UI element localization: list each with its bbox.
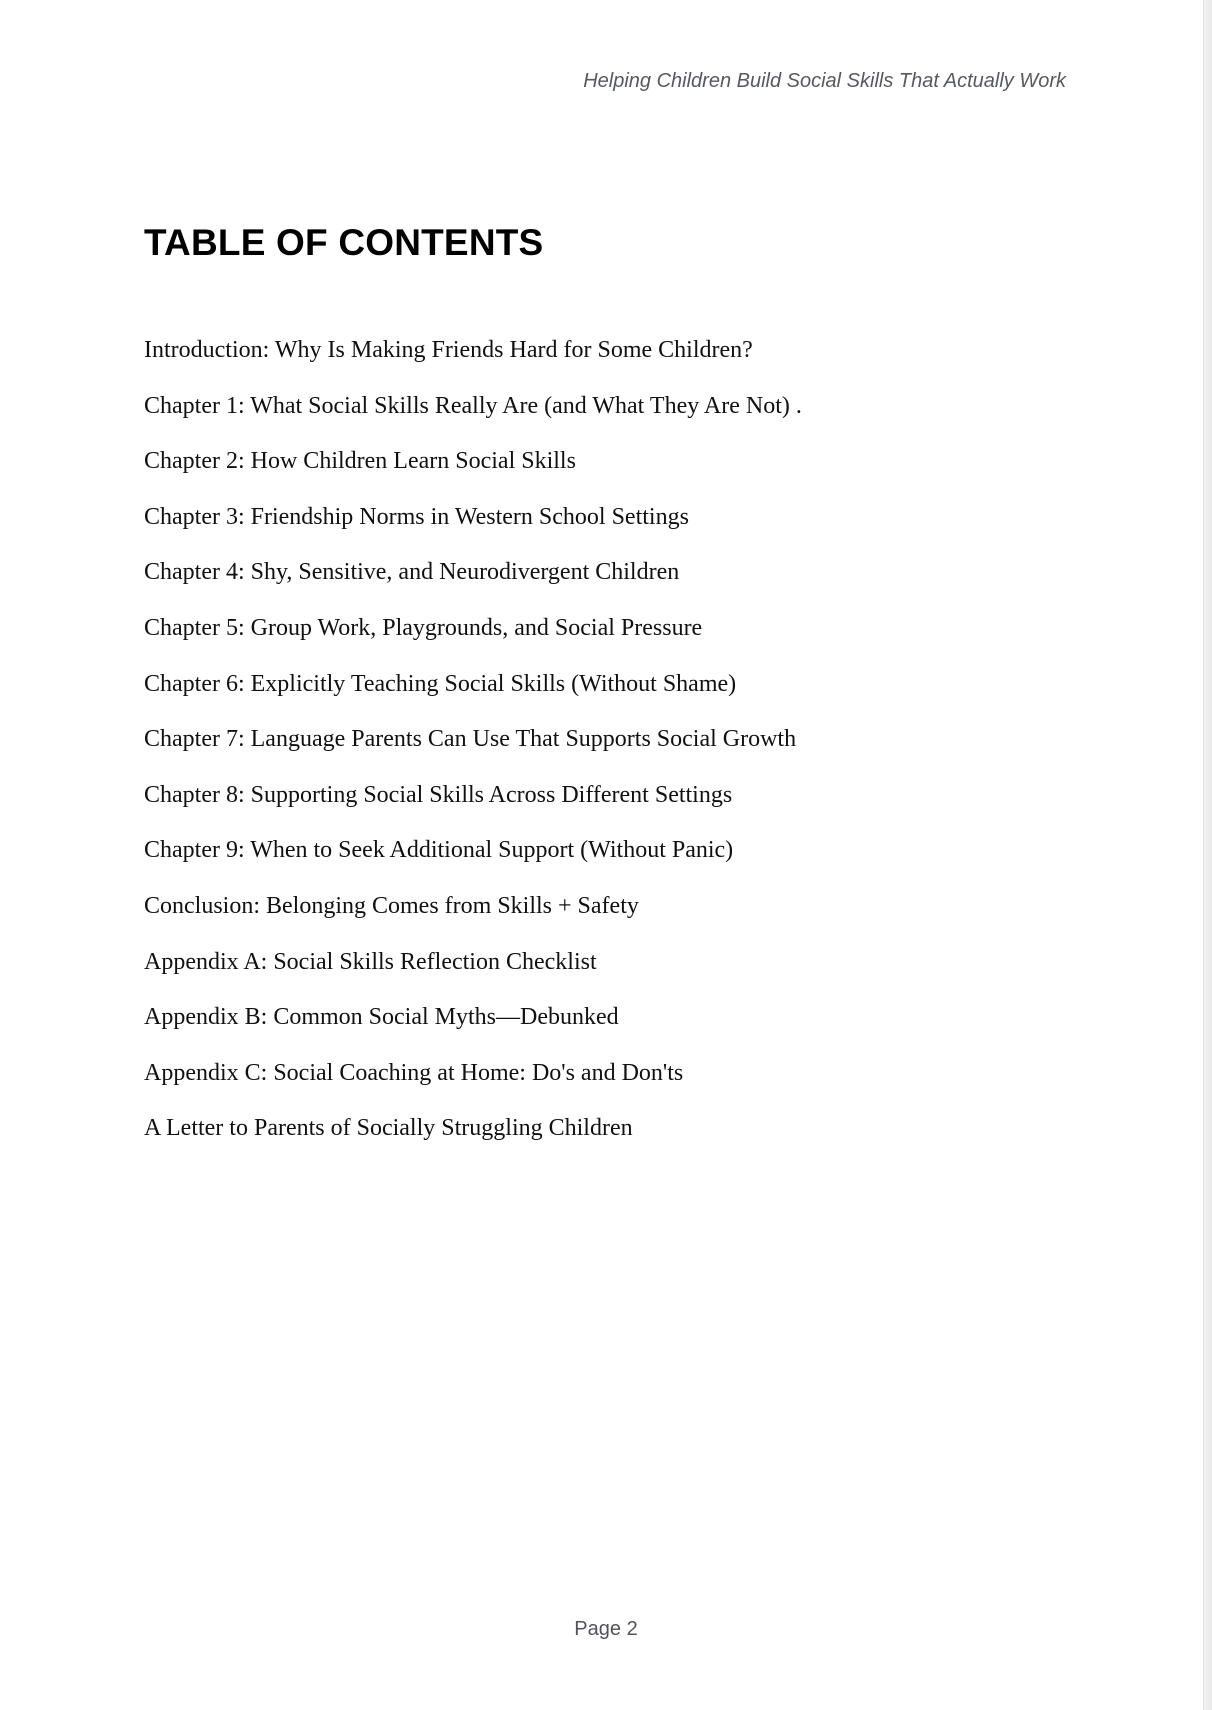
toc-entry-chapter-2[interactable]: Chapter 2: How Children Learn Social Skills [144,448,576,475]
toc-entry-conclusion[interactable]: Conclusion: Belonging Comes from Skills + Safety [144,892,639,919]
toc-entry-chapter-4[interactable]: Chapter 4: Shy, Sensitive, and Neurodivergent Children [144,559,680,586]
toc-entry-chapter-5[interactable]: Chapter 5: Group Work, Playgrounds, and Social Pressure [144,614,703,641]
running-header-title: Helping Children Build Social Skills That Actually Work [583,70,1066,92]
toc-entry-chapter-3[interactable]: Chapter 3: Friendship Norms in Western School Settings [144,503,689,530]
toc-list [144,333,802,1167]
toc-entry-introduction[interactable]: Introduction: Why Is Making Friends Hard for Some Children? [144,337,753,363]
page-number: Page 2 [574,1618,638,1640]
toc-entry-chapter-1[interactable]: Chapter 1: What Social Skills Really Are (and What They Are Not) . [144,392,802,419]
toc-entry-appendix-b[interactable]: Appendix B: Common Social Myths—Debunked [144,1004,619,1031]
toc-entry-chapter-6[interactable]: Chapter 6: Explicitly Teaching Social Skills (Without Shame) [144,670,737,697]
toc-entry-appendix-c[interactable]: Appendix C: Social Coaching at Home: Do's and Don'ts [144,1059,684,1086]
toc-entry-appendix-a[interactable]: Appendix A: Social Skills Reflection Checklist [144,948,597,975]
page-edge-scroll-area [1203,0,1212,1710]
toc-entry-chapter-9[interactable]: Chapter 9: When to Seek Additional Support (Without Panic) [144,837,734,864]
toc-heading: TABLE OF CONTENTS [144,222,544,263]
toc-entry-letter-to-parents[interactable]: A Letter to Parents of Socially Struggling Children [144,1115,633,1142]
toc-entry-chapter-7[interactable]: Chapter 7: Language Parents Can Use That Supports Social Growth [144,726,797,753]
toc-entry-chapter-8[interactable]: Chapter 8: Supporting Social Skills Across Different Settings [144,781,733,808]
